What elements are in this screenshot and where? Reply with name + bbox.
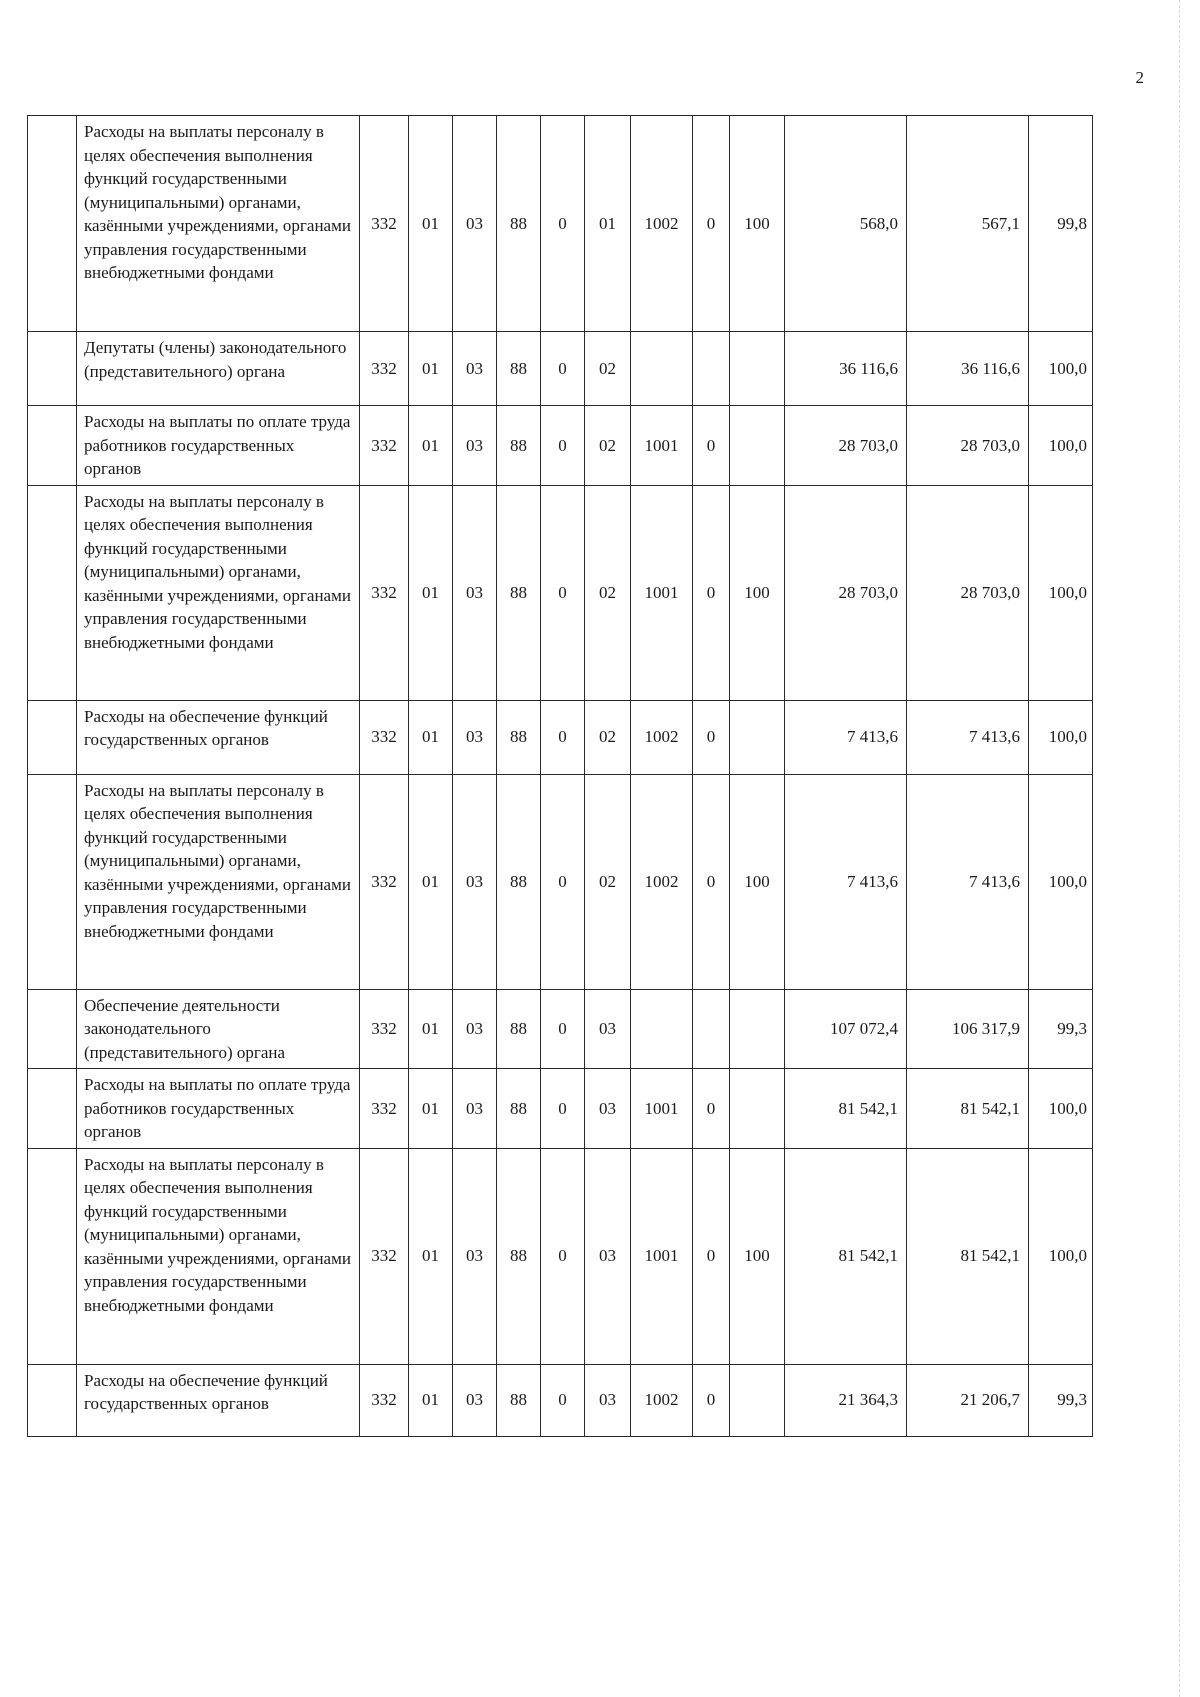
code-subsection: 03 xyxy=(453,1069,497,1149)
code-subprogram: 0 xyxy=(541,700,585,774)
code-subprogram: 0 xyxy=(541,1069,585,1149)
row-index-cell xyxy=(28,406,77,486)
code-program: 88 xyxy=(497,774,541,989)
code-direction xyxy=(631,332,693,406)
actual-amount: 21 206,7 xyxy=(907,1364,1029,1436)
code-subsection: 03 xyxy=(453,406,497,486)
actual-amount: 106 317,9 xyxy=(907,989,1029,1069)
code-section: 01 xyxy=(409,485,453,700)
row-description: Расходы на обеспечение функций государственных органов xyxy=(77,1364,360,1436)
planned-amount: 81 542,1 xyxy=(785,1069,907,1149)
code-subsection: 03 xyxy=(453,332,497,406)
code-main-event: 02 xyxy=(585,406,631,486)
row-index-cell xyxy=(28,116,77,332)
code-direction: 1002 xyxy=(631,1364,693,1436)
code-flag: 0 xyxy=(693,485,730,700)
execution-percent: 100,0 xyxy=(1029,1069,1093,1149)
code-subsection: 03 xyxy=(453,989,497,1069)
table-row xyxy=(28,700,1093,774)
row-description: Расходы на выплаты персоналу в целях обеспечения выполнения функций государственными (муниципальными) органами, казёнными учреждениями, органами управления государственными внебюджетными фондами xyxy=(77,116,360,332)
code-expense-type: 100 xyxy=(730,774,785,989)
actual-amount: 28 703,0 xyxy=(907,485,1029,700)
code-program: 88 xyxy=(497,406,541,486)
row-description: Расходы на выплаты по оплате труда работников государственных органов xyxy=(77,1069,360,1149)
code-subprogram: 0 xyxy=(541,116,585,332)
code-program: 88 xyxy=(497,700,541,774)
execution-percent: 100,0 xyxy=(1029,332,1093,406)
code-main-event: 01 xyxy=(585,116,631,332)
code-subsection: 03 xyxy=(453,774,497,989)
code-flag: 0 xyxy=(693,116,730,332)
code-program: 88 xyxy=(497,332,541,406)
code-section: 01 xyxy=(409,1148,453,1364)
row-description: Расходы на выплаты персоналу в целях обеспечения выполнения функций государственными (муниципальными) органами, казёнными учреждениями, органами управления государственными внебюджетными фондами xyxy=(77,774,360,989)
budget-table xyxy=(27,115,1093,1437)
code-flag xyxy=(693,332,730,406)
table-row xyxy=(28,116,1093,332)
code-gp: 332 xyxy=(360,1148,409,1364)
code-subprogram: 0 xyxy=(541,332,585,406)
planned-amount: 36 116,6 xyxy=(785,332,907,406)
table-row xyxy=(28,485,1093,700)
code-main-event: 02 xyxy=(585,700,631,774)
execution-percent: 99,3 xyxy=(1029,989,1093,1069)
row-index-cell xyxy=(28,332,77,406)
code-gp: 332 xyxy=(360,406,409,486)
code-direction xyxy=(631,989,693,1069)
code-subsection: 03 xyxy=(453,1364,497,1436)
table-row xyxy=(28,332,1093,406)
execution-percent: 100,0 xyxy=(1029,485,1093,700)
code-gp: 332 xyxy=(360,700,409,774)
code-flag: 0 xyxy=(693,406,730,486)
code-main-event: 03 xyxy=(585,989,631,1069)
code-program: 88 xyxy=(497,1364,541,1436)
code-expense-type xyxy=(730,406,785,486)
row-index-cell xyxy=(28,485,77,700)
code-expense-type xyxy=(730,1069,785,1149)
code-direction: 1001 xyxy=(631,406,693,486)
code-flag: 0 xyxy=(693,700,730,774)
code-expense-type: 100 xyxy=(730,485,785,700)
actual-amount: 567,1 xyxy=(907,116,1029,332)
row-index-cell xyxy=(28,989,77,1069)
actual-amount: 28 703,0 xyxy=(907,406,1029,486)
actual-amount: 7 413,6 xyxy=(907,774,1029,989)
code-expense-type xyxy=(730,989,785,1069)
code-flag: 0 xyxy=(693,1148,730,1364)
execution-percent: 100,0 xyxy=(1029,700,1093,774)
code-section: 01 xyxy=(409,774,453,989)
code-direction: 1002 xyxy=(631,116,693,332)
code-direction: 1001 xyxy=(631,1148,693,1364)
code-main-event: 02 xyxy=(585,485,631,700)
code-gp: 332 xyxy=(360,485,409,700)
code-program: 88 xyxy=(497,485,541,700)
actual-amount: 36 116,6 xyxy=(907,332,1029,406)
code-subprogram: 0 xyxy=(541,774,585,989)
table-body xyxy=(28,116,1093,1437)
code-expense-type xyxy=(730,700,785,774)
table-row xyxy=(28,774,1093,989)
code-main-event: 03 xyxy=(585,1069,631,1149)
planned-amount: 28 703,0 xyxy=(785,485,907,700)
row-description: Обеспечение деятельности законодательного (представительного) органа xyxy=(77,989,360,1069)
code-expense-type: 100 xyxy=(730,1148,785,1364)
code-direction: 1001 xyxy=(631,485,693,700)
actual-amount: 81 542,1 xyxy=(907,1148,1029,1364)
code-main-event: 02 xyxy=(585,774,631,989)
table-row xyxy=(28,1148,1093,1364)
code-gp: 332 xyxy=(360,989,409,1069)
code-subprogram: 0 xyxy=(541,406,585,486)
page-number: 2 xyxy=(1135,68,1144,87)
code-gp: 332 xyxy=(360,332,409,406)
planned-amount: 7 413,6 xyxy=(785,774,907,989)
code-flag: 0 xyxy=(693,1069,730,1149)
code-section: 01 xyxy=(409,700,453,774)
code-gp: 332 xyxy=(360,1069,409,1149)
code-gp: 332 xyxy=(360,116,409,332)
code-section: 01 xyxy=(409,1069,453,1149)
scan-edge-line xyxy=(1179,0,1181,1697)
planned-amount: 28 703,0 xyxy=(785,406,907,486)
code-gp: 332 xyxy=(360,1364,409,1436)
row-description: Депутаты (члены) законодательного (представительного) органа xyxy=(77,332,360,406)
row-index-cell xyxy=(28,1069,77,1149)
row-index-cell xyxy=(28,700,77,774)
row-description: Расходы на обеспечение функций государственных органов xyxy=(77,700,360,774)
code-subsection: 03 xyxy=(453,116,497,332)
table-row xyxy=(28,406,1093,486)
row-description: Расходы на выплаты по оплате труда работников государственных органов xyxy=(77,406,360,486)
code-expense-type xyxy=(730,332,785,406)
code-subsection: 03 xyxy=(453,1148,497,1364)
code-program: 88 xyxy=(497,989,541,1069)
execution-percent: 100,0 xyxy=(1029,1148,1093,1364)
planned-amount: 7 413,6 xyxy=(785,700,907,774)
code-gp: 332 xyxy=(360,774,409,989)
code-program: 88 xyxy=(497,1069,541,1149)
code-direction: 1001 xyxy=(631,1069,693,1149)
code-direction: 1002 xyxy=(631,774,693,989)
code-subsection: 03 xyxy=(453,485,497,700)
code-section: 01 xyxy=(409,406,453,486)
code-subprogram: 0 xyxy=(541,485,585,700)
actual-amount: 7 413,6 xyxy=(907,700,1029,774)
code-program: 88 xyxy=(497,116,541,332)
actual-amount: 81 542,1 xyxy=(907,1069,1029,1149)
code-subprogram: 0 xyxy=(541,1364,585,1436)
code-main-event: 02 xyxy=(585,332,631,406)
planned-amount: 107 072,4 xyxy=(785,989,907,1069)
execution-percent: 99,8 xyxy=(1029,116,1093,332)
execution-percent: 100,0 xyxy=(1029,774,1093,989)
row-index-cell xyxy=(28,774,77,989)
planned-amount: 21 364,3 xyxy=(785,1364,907,1436)
code-subsection: 03 xyxy=(453,700,497,774)
code-main-event: 03 xyxy=(585,1364,631,1436)
row-index-cell xyxy=(28,1148,77,1364)
row-index-cell xyxy=(28,1364,77,1436)
code-main-event: 03 xyxy=(585,1148,631,1364)
code-subprogram: 0 xyxy=(541,989,585,1069)
planned-amount: 81 542,1 xyxy=(785,1148,907,1364)
code-flag: 0 xyxy=(693,1364,730,1436)
code-expense-type xyxy=(730,1364,785,1436)
code-expense-type: 100 xyxy=(730,116,785,332)
code-direction: 1002 xyxy=(631,700,693,774)
code-section: 01 xyxy=(409,989,453,1069)
row-description: Расходы на выплаты персоналу в целях обеспечения выполнения функций государственными (муниципальными) органами, казёнными учреждениями, органами управления государственными внебюджетными фондами xyxy=(77,1148,360,1364)
code-flag xyxy=(693,989,730,1069)
code-program: 88 xyxy=(497,1148,541,1364)
table-row xyxy=(28,989,1093,1069)
table-row xyxy=(28,1069,1093,1149)
row-description: Расходы на выплаты персоналу в целях обеспечения выполнения функций государственными (муниципальными) органами, казёнными учреждениями, органами управления государственными внебюджетными фондами xyxy=(77,485,360,700)
code-section: 01 xyxy=(409,1364,453,1436)
execution-percent: 99,3 xyxy=(1029,1364,1093,1436)
code-section: 01 xyxy=(409,332,453,406)
planned-amount: 568,0 xyxy=(785,116,907,332)
execution-percent: 100,0 xyxy=(1029,406,1093,486)
code-subprogram: 0 xyxy=(541,1148,585,1364)
code-section: 01 xyxy=(409,116,453,332)
table-row xyxy=(28,1364,1093,1436)
code-flag: 0 xyxy=(693,774,730,989)
